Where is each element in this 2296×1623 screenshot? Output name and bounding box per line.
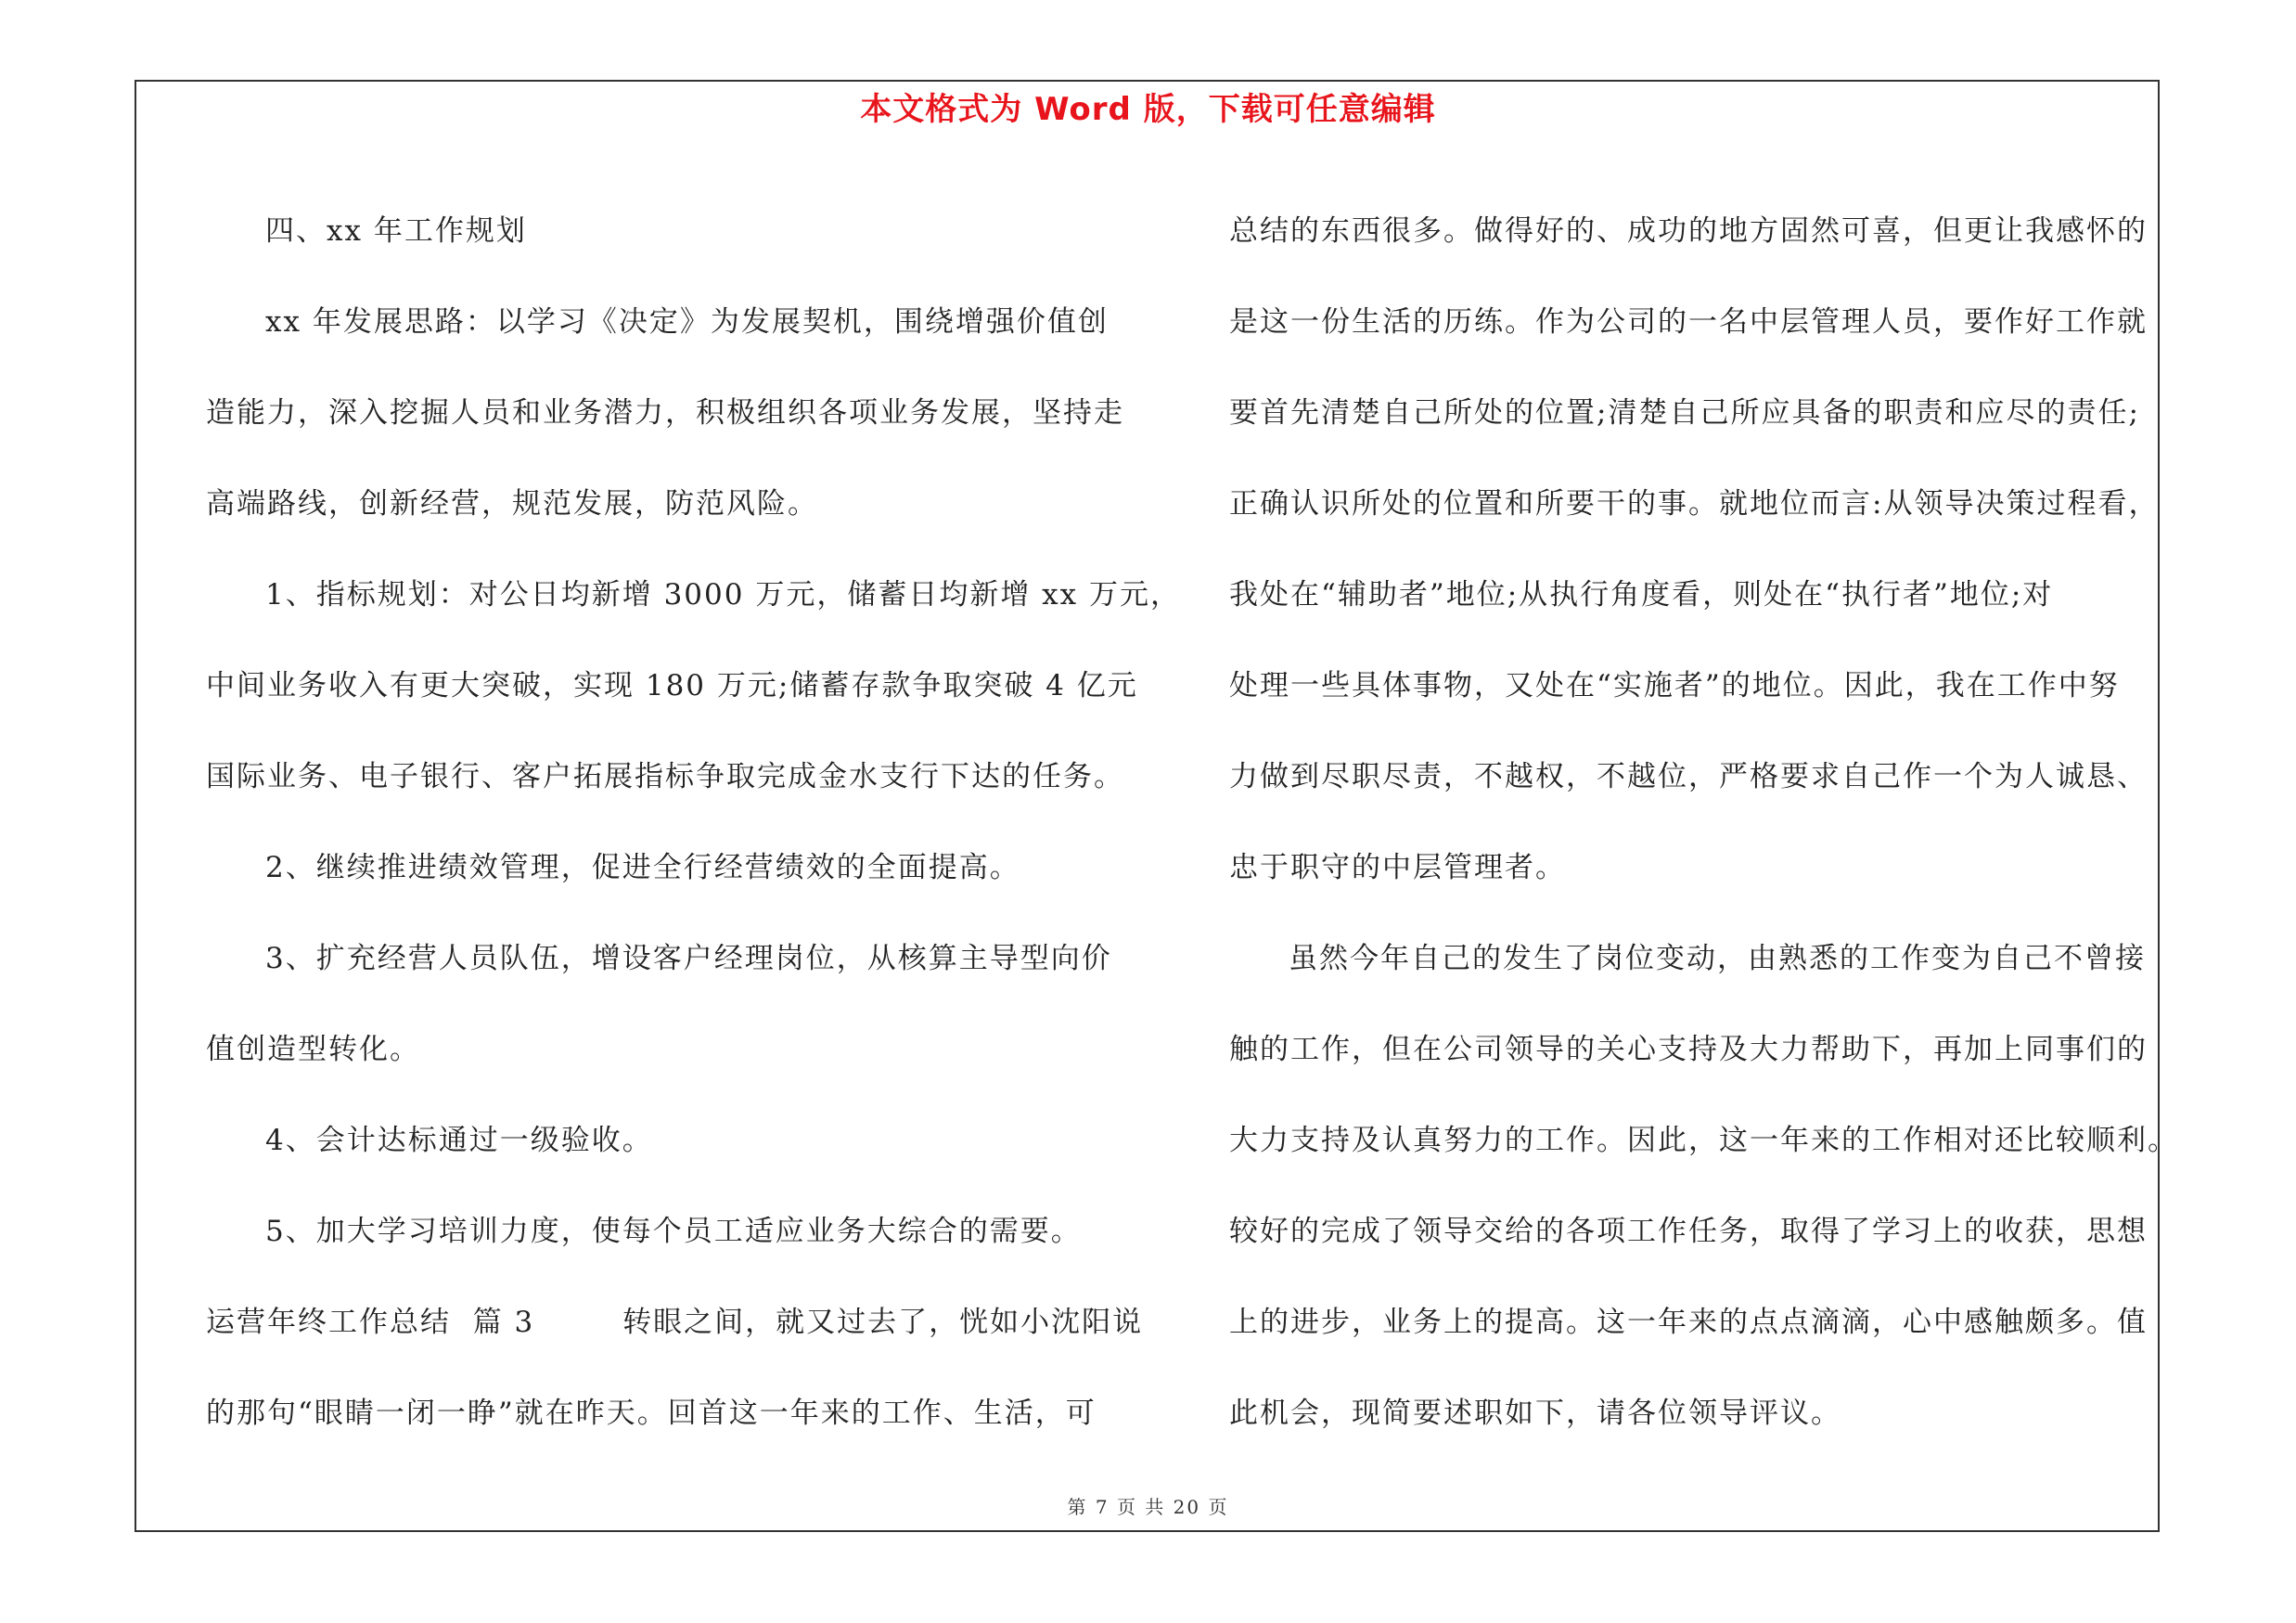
paragraph-line: 忠于职守的中层管理者。	[1229, 851, 1566, 884]
paragraph-line: 2、继续推进绩效管理，促进全行经营绩效的全面提高。	[265, 851, 1020, 884]
paragraph-line: 是这一份生活的历练。作为公司的一名中层管理人员，要作好工作就	[1229, 305, 2148, 339]
paragraph-line: 中间业务收入有更大突破，实现 180 万元;储蓄存款争取突破 4 亿元	[206, 669, 1138, 702]
paragraph-line: 国际业务、电子银行、客户拓展指标争取完成金水支行下达的任务。	[206, 760, 1124, 793]
paragraph-line: 触的工作，但在公司领导的关心支持及大力帮助下，再加上同事们的	[1229, 1033, 2148, 1066]
paragraph-line: 要首先清楚自己所处的位置;清楚自己所应具备的职责和应尽的责任;	[1229, 396, 2140, 430]
paragraph-line: 5、加大学习培训力度，使每个员工适应业务大综合的需要。	[265, 1215, 1082, 1248]
paragraph-line: 大力支持及认真努力的工作。因此，这一年来的工作相对还比较顺利。	[1229, 1124, 2178, 1157]
paragraph-line: 较好的完成了领导交给的各项工作任务，取得了学习上的收获，思想	[1229, 1215, 2148, 1248]
paragraph-line: 虽然今年自己的发生了岗位变动，由熟悉的工作变为自己不曾接	[1289, 942, 2146, 975]
paragraph-line: 值创造型转化。	[206, 1033, 420, 1066]
paragraph-line: 处理一些具体事物，又处在“实施者”的地位。因此，我在工作中努	[1229, 669, 2120, 702]
word-format-banner: 本文格式为 Word 版，下载可任意编辑	[860, 91, 1436, 128]
paragraph-line: 上的进步，业务上的提高。这一年来的点点滴滴，心中感触颇多。值	[1229, 1306, 2148, 1339]
paragraph-line: 1、指标规划：对公日均新增 3000 万元，储蓄日均新增 xx 万元，	[265, 578, 1181, 612]
paragraph-line: 力做到尽职尽责，不越权，不越位，严格要求自己作一个为人诚恳、	[1229, 760, 2148, 793]
right-text-column	[1229, 186, 2178, 1459]
paragraph-line: 此机会，现简要述职如下，请各位领导评议。	[1229, 1397, 1841, 1430]
section-heading: 四、xx 年工作规划	[265, 214, 527, 248]
article-title-line: 运营年终工作总结 篇 3 转眼之间，就又过去了，恍如小沈阳说	[206, 1306, 1144, 1339]
page-number-footer: 第 7 页 共 20 页	[1067, 1496, 1229, 1518]
paragraph-line: 4、会计达标通过一级验收。	[265, 1124, 653, 1157]
paragraph-line: 造能力，深入挖掘人员和业务潜力，积极组织各项业务发展，坚持走	[206, 396, 1124, 430]
paragraph-line: 的那句“眼睛一闭一睁”就在昨天。回首这一年来的工作、生活，可	[206, 1397, 1097, 1430]
paragraph-line: 3、扩充经营人员队伍，增设客户经理岗位，从核算主导型向价	[265, 942, 1112, 975]
paragraph-line: 高端路线，创新经营，规范发展，防范风险。	[206, 487, 818, 521]
paragraph-line: 正确认识所处的位置和所要干的事。就地位而言:从领导决策过程看，	[1229, 487, 2160, 521]
paragraph-line: xx 年发展思路：以学习《决定》为发展契机，围绕增强价值创	[265, 305, 1109, 339]
left-text-column	[206, 186, 1181, 1459]
paragraph-line: 总结的东西很多。做得好的、成功的地方固然可喜，但更让我感怀的	[1229, 214, 2148, 248]
paragraph-line: 我处在“辅助者”地位;从执行角度看，则处在“执行者”地位;对	[1229, 578, 2054, 612]
